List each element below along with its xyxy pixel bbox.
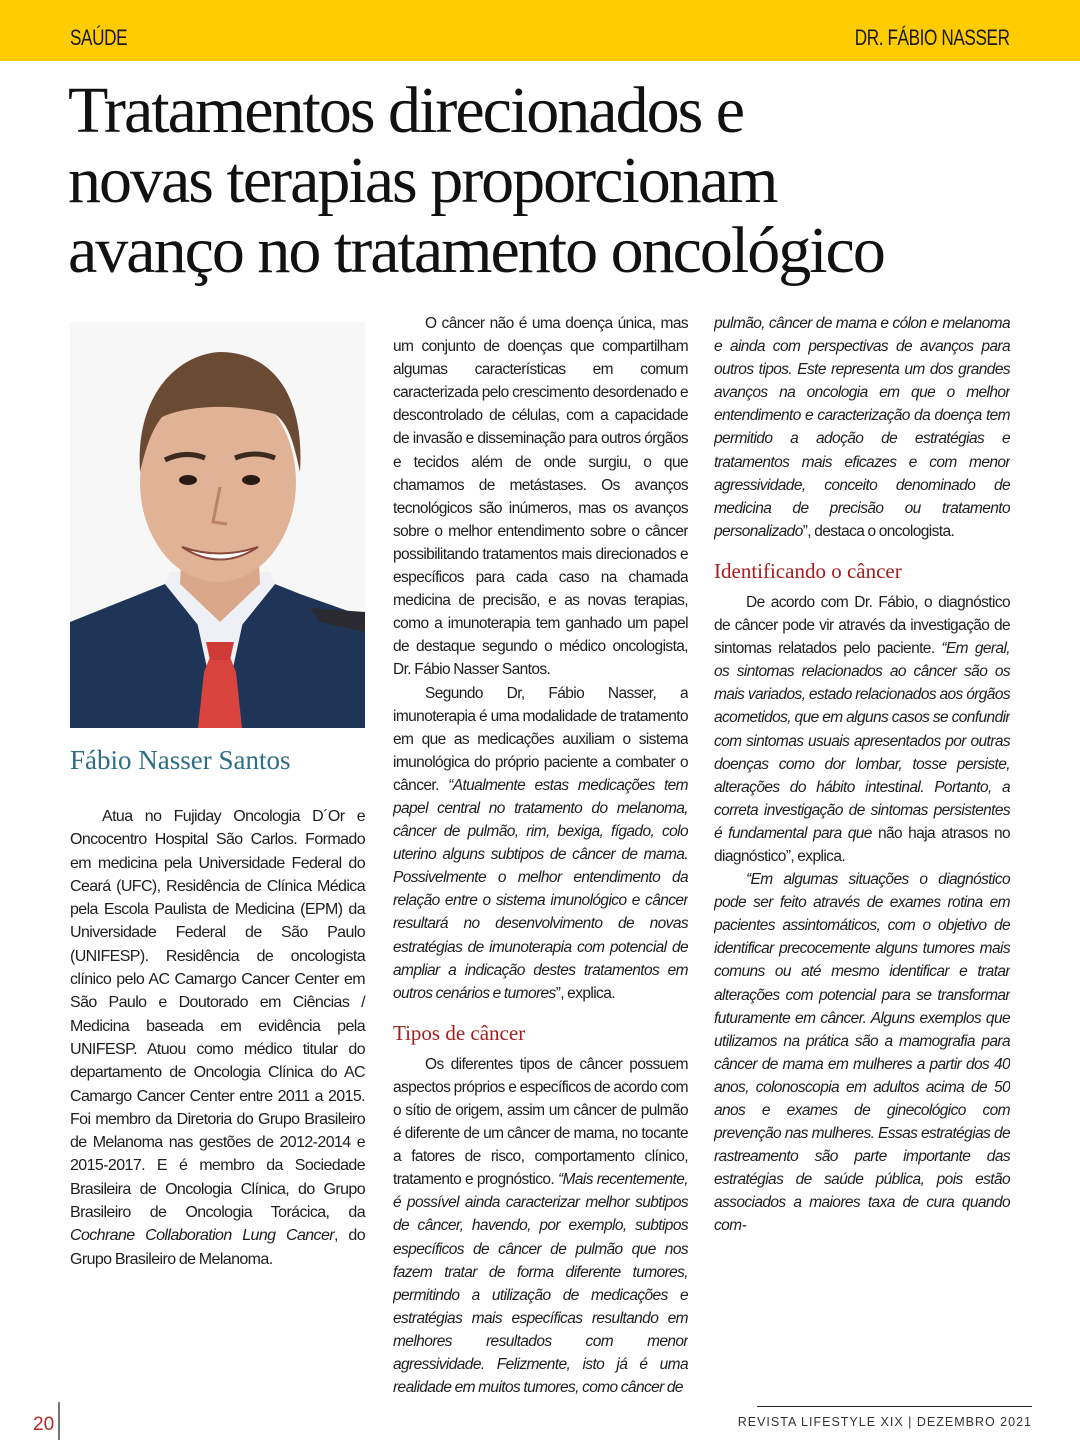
bio-text-end: , do Grupo Brasileiro de Melanoma. [70,1227,365,1268]
headline-line: avanço no tratamento oncológico [68,214,884,287]
paragraph-quote: “Em geral, os sintomas relacionados ao câncer são os mais variados, estado relacionados aos órgãos acometidos, que em alguns casos se confundir com sintomas usuais apresentados por outras doenças como dor lombar, tosse persiste, alterações do hábito intestinal. Portanto, a correta investigação de sintomas persistentes é fundamental para que [714,640,1010,842]
article-paragraph: O câncer não é uma doença única, mas um conjunto de doenças que compartilham algumas características em comum caracterizada pelo crescimento desordenado e descontrolado de células, com a capacidade de invasão e disseminação para outros órgãos e tecidos além de onde surgiu, o que chamamos de metástases. Os avanços tecnológicos são inúmeros, mas os avanços sobre o melhor entendimento sobre o câncer possibilitando tratamentos mais direcionados e específicos para cada caso na chamada medicina de precisão, e as novas terapias, como a imunoterapia tem ganhado um papel de destaque segundo o médico oncologista, Dr. Fábio Nasser Santos. [393,315,688,679]
page-number-divider [58,1402,60,1440]
paragraph-text: Segundo Dr, Fábio Nasser, a imunoterapia é uma modalidade de tratamento em que as medicações auxiliam o sistema imunológica do próprio paciente a combater o câncer. [393,684,688,794]
paragraph-text: Os diferentes tipos de câncer possuem aspectos próprios e específicos de acordo com o sítio de origem, assim um câncer de pulmão é diferente de um câncer de mama, no tocante a fatores de risco, comportamento clínico, tratamento e prognóstico. [393,1055,688,1189]
portrait-photo-icon [70,322,365,728]
article-column-2 [393,312,688,1402]
article-column-3 [714,312,1010,1402]
paragraph-quote: “Em algumas situações o diagnóstico pode ser feito através de exames rotina em pacientes assintomáticos, com o objetivo de identificar precocemente alguns tumores mais comuns ou até mesmo identificar e tratar alterações com potencial para se transformar futuramente em câncer. Alguns exemplos que utilizamos na prática são a mamografia para câncer de mama em mulheres a partir dos 40 anos, colonoscopia em adultos acima de 50 anos e exames de ginecológico com prevenção nas mulheres. Essas estratégias de rastreamento são parte importante das estratégias de saúde pública, pois estão associados a maiores taxa de cura quando com- [714,871,1010,1235]
section-header-bar [0,0,1080,61]
footer-rule [757,1406,1032,1407]
paragraph-end: ”, explica. [555,984,615,1002]
section-label: SAÚDE [70,25,128,50]
bio-paragraph [70,805,365,1271]
page-number: 20 [33,1414,55,1435]
bio-column [70,805,365,1271]
article-paragraph [393,1053,688,1399]
paragraph-text: De acordo com Dr. Fábio, o diagnóstico de câncer pode vir através da investigação de sintomas relatados pelo paciente. [714,593,1010,658]
bio-name: Fábio Nasser Santos [70,745,291,775]
column-3-flow [714,312,1010,543]
headline-line: novas terapias proporcionam [68,144,777,217]
paragraph-quote: “Atualmente estas medicações tem papel central no tratamento do melanoma, câncer de pulmão, rim, bexiga, fígado, colo uterino alguns subtipos de câncer de mama. Possivelmente o melhor entendimento da relação entre o sistema imunológico e câncer resultará no desenvolvimento de novas estratégias de imunoterapia com potencial de ampliar a indicação destes tratamentos em outros cenários e tumores [393,776,688,1002]
article-paragraph-continued [714,312,1010,543]
article-paragraph [393,682,688,1005]
bio-text-italic: Cochrane Collaboration Lung Cancer [70,1227,334,1245]
article-paragraph [714,868,1010,1238]
portrait-photo [70,322,365,728]
paragraph-quote-continued: pulmão, câncer de mama e cólon e melanoma e ainda com perspectivas de avanços para outros tipos. Este representa um dos grandes avanços na oncologia em que o melhor entendimento e caracterização da doença tem permitido a adoção de estratégias e tratamentos mais eficazes e com menor agressividade, conceito denominado de medicina de precisão ou tratamento personalizado [714,315,1010,540]
subhead-tipos: Tipos de câncer [393,1020,526,1045]
article-paragraph [714,591,1010,868]
paragraph-quote: “Mais recentemente, é possível ainda caracterizar melhor subtipos de câncer, havendo, por exemplo, subtipos específicos de câncer de pulmão que nos fazem tratar de forma diferente tumores, permitindo a utilização de medicações e estratégias mais específicas resultando em melhores resultados com menor agressividade. Felizmente, isto já é uma realidade em muitos tumores, como câncer de [393,1171,688,1397]
paragraph-end: não haja atrasos no diagnóstico”, explica. [714,824,1010,865]
column-author: DR. FÁBIO NASSER [855,25,1010,50]
subhead-identificando: Identificando o câncer [714,558,902,583]
publication-footer: REVISTA LIFESTYLE XIX | DEZEMBRO 2021 [737,1415,1032,1429]
article-headline [68,76,1028,286]
paragraph-end: ”, destaca o oncologista. [802,522,955,540]
bio-text: Atua no Fujiday Oncologia D´Or e Oncocentro Hospital São Carlos. Formado em medicina pela Universidade Federal do Ceará (UFC), Residência de Clínica Médica pela Escola Paulista de Medicina (EPM) da Universidade Federal de São Paulo (UNIFESP). Residência de oncologista clínico pelo AC Camargo Cancer Center em São Paulo e Doutorado em Ciências / Medicina baseada em evidência pela UNIFESP. Atuou como médico titular do departamento de Oncologia Clínica do AC Camargo Cancer Center entre 2011 a 2015. Foi membro da Diretoria do Grupo Brasileiro de Melanoma nas gestões de 2012-2014 e 2015-2017. E é membro da Sociedade Brasileira de Oncologia Clínica, do Grupo Brasileiro de Oncologia Torácica, da [70,808,365,1222]
headline-line: Tratamentos direcionados e [68,74,744,147]
